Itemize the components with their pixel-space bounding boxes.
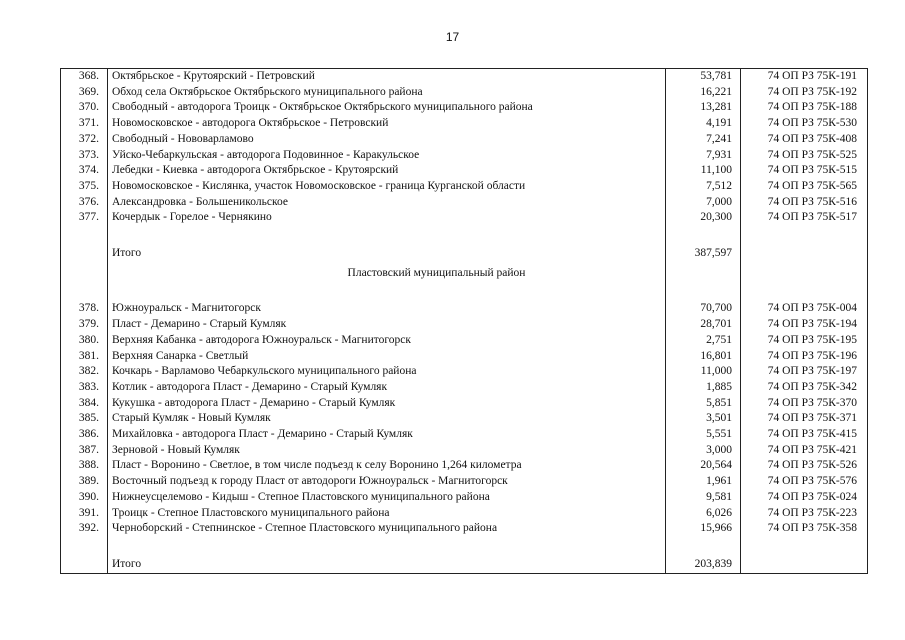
empty-cell <box>741 242 868 262</box>
road-code: 74 ОП РЗ 75К-576 <box>741 474 868 490</box>
table-row <box>61 85 868 101</box>
road-name: Нижнеусцелемово - Кидыш - Степное Пластовского муниципального района <box>108 490 666 506</box>
row-number: 387. <box>61 443 108 459</box>
road-name: Верхняя Санарка - Светлый <box>108 349 666 365</box>
empty-cell <box>741 286 868 302</box>
spacer-row <box>61 537 868 553</box>
empty-cell <box>61 226 108 242</box>
road-length: 3,501 <box>666 411 741 427</box>
row-number: 384. <box>61 396 108 412</box>
row-number: 377. <box>61 210 108 226</box>
road-code: 74 ОП РЗ 75К-223 <box>741 506 868 522</box>
road-code: 74 ОП РЗ 75К-024 <box>741 490 868 506</box>
road-code: 74 ОП РЗ 75К-196 <box>741 349 868 365</box>
row-number: 390. <box>61 490 108 506</box>
road-code: 74 ОП РЗ 75К-525 <box>741 148 868 164</box>
road-code: 74 ОП РЗ 75К-408 <box>741 132 868 148</box>
table-row <box>61 427 868 443</box>
road-length: 6,026 <box>666 506 741 522</box>
road-name: Кукушка - автодорога Пласт - Демарино - Старый Кумляк <box>108 396 666 412</box>
row-number: 391. <box>61 506 108 522</box>
road-length: 5,551 <box>666 427 741 443</box>
table-row <box>61 69 868 85</box>
road-length: 11,000 <box>666 364 741 380</box>
table-row <box>61 301 868 317</box>
district-heading-row <box>61 262 868 286</box>
row-number: 380. <box>61 333 108 349</box>
table-row <box>61 210 868 226</box>
road-code: 74 ОП РЗ 75К-192 <box>741 85 868 101</box>
row-number: 385. <box>61 411 108 427</box>
road-length: 4,191 <box>666 116 741 132</box>
total-label: Итого <box>108 553 666 574</box>
road-code: 74 ОП РЗ 75К-415 <box>741 427 868 443</box>
table-row <box>61 349 868 365</box>
table-row <box>61 474 868 490</box>
empty-cell <box>61 286 108 302</box>
road-code: 74 ОП РЗ 75К-358 <box>741 521 868 537</box>
road-name: Октябрьское - Крутоярский - Петровский <box>108 69 666 85</box>
road-name: Михайловка - автодорога Пласт - Демарино - Старый Кумляк <box>108 427 666 443</box>
roads-table-body <box>61 69 868 574</box>
row-number: 381. <box>61 349 108 365</box>
empty-cell <box>108 286 666 302</box>
road-name: Черноборский - Степнинское - Степное Пластовского муниципального района <box>108 521 666 537</box>
road-code: 74 ОП РЗ 75К-517 <box>741 210 868 226</box>
road-code: 74 ОП РЗ 75К-526 <box>741 458 868 474</box>
road-code: 74 ОП РЗ 75К-370 <box>741 396 868 412</box>
row-number: 372. <box>61 132 108 148</box>
row-number: 369. <box>61 85 108 101</box>
empty-cell <box>666 262 741 286</box>
road-code: 74 ОП РЗ 75К-371 <box>741 411 868 427</box>
empty-cell <box>61 262 108 286</box>
row-number: 383. <box>61 380 108 396</box>
road-name: Новомосковское - автодорога Октябрьское - Петровский <box>108 116 666 132</box>
row-number: 375. <box>61 179 108 195</box>
road-length: 3,000 <box>666 443 741 459</box>
empty-cell <box>741 226 868 242</box>
total-value: 203,839 <box>666 553 741 574</box>
row-number: 368. <box>61 69 108 85</box>
table-row <box>61 100 868 116</box>
empty-cell <box>666 286 741 302</box>
road-name: Котлик - автодорога Пласт - Демарино - Старый Кумляк <box>108 380 666 396</box>
road-length: 16,801 <box>666 349 741 365</box>
table-row <box>61 195 868 211</box>
table-row <box>61 490 868 506</box>
road-code: 74 ОП РЗ 75К-516 <box>741 195 868 211</box>
table-row <box>61 163 868 179</box>
road-code: 74 ОП РЗ 75К-194 <box>741 317 868 333</box>
table-row <box>61 458 868 474</box>
road-code: 74 ОП РЗ 75К-565 <box>741 179 868 195</box>
road-name: Новомосковское - Кислянка, участок Новомосковское - граница Курганской области <box>108 179 666 195</box>
table-row <box>61 396 868 412</box>
road-name: Пласт - Воронино - Светлое, в том числе подъезд к селу Воронино 1,264 километра <box>108 458 666 474</box>
road-length: 15,966 <box>666 521 741 537</box>
road-length: 20,564 <box>666 458 741 474</box>
table-row <box>61 411 868 427</box>
road-name: Троицк - Степное Пластовского муниципального района <box>108 506 666 522</box>
road-length: 28,701 <box>666 317 741 333</box>
table-row <box>61 333 868 349</box>
road-code: 74 ОП РЗ 75К-004 <box>741 301 868 317</box>
table-row <box>61 380 868 396</box>
road-name: Зерновой - Новый Кумляк <box>108 443 666 459</box>
road-length: 11,100 <box>666 163 741 179</box>
row-number: 379. <box>61 317 108 333</box>
empty-cell <box>108 226 666 242</box>
table-row <box>61 364 868 380</box>
road-name: Александровка - Большеникольское <box>108 195 666 211</box>
empty-cell <box>666 537 741 553</box>
total-row <box>61 242 868 262</box>
row-number: 389. <box>61 474 108 490</box>
total-row <box>61 553 868 574</box>
empty-cell <box>741 262 868 286</box>
empty-cell <box>741 537 868 553</box>
road-length: 7,241 <box>666 132 741 148</box>
empty-cell <box>666 226 741 242</box>
roads-table <box>60 68 868 574</box>
road-length: 1,961 <box>666 474 741 490</box>
road-length: 7,931 <box>666 148 741 164</box>
road-name: Кочкарь - Варламово Чебаркульского муниципального района <box>108 364 666 380</box>
road-code: 74 ОП РЗ 75К-195 <box>741 333 868 349</box>
empty-cell <box>61 242 108 262</box>
road-length: 5,851 <box>666 396 741 412</box>
road-name: Старый Кумляк - Новый Кумляк <box>108 411 666 427</box>
spacer-row <box>61 226 868 242</box>
road-code: 74 ОП РЗ 75К-421 <box>741 443 868 459</box>
row-number: 374. <box>61 163 108 179</box>
road-name: Восточный подъезд к городу Пласт от автодороги Южноуральск - Магнитогорск <box>108 474 666 490</box>
empty-cell <box>741 553 868 574</box>
road-length: 70,700 <box>666 301 741 317</box>
table-row <box>61 148 868 164</box>
road-name: Уйско-Чебаркульская - автодорога Подовинное - Каракульское <box>108 148 666 164</box>
road-name: Лебедки - Киевка - автодорога Октябрьское - Крутоярский <box>108 163 666 179</box>
row-number: 370. <box>61 100 108 116</box>
road-length: 9,581 <box>666 490 741 506</box>
empty-cell <box>61 553 108 574</box>
table-row <box>61 179 868 195</box>
total-label: Итого <box>108 242 666 262</box>
road-length: 1,885 <box>666 380 741 396</box>
empty-cell <box>108 537 666 553</box>
row-number: 392. <box>61 521 108 537</box>
road-length: 53,781 <box>666 69 741 85</box>
row-number: 386. <box>61 427 108 443</box>
road-name: Свободный - Нововарламово <box>108 132 666 148</box>
district-heading: Пластовский муниципальный район <box>108 262 666 286</box>
table-row <box>61 521 868 537</box>
road-name: Южноуральск - Магнитогорск <box>108 301 666 317</box>
road-length: 20,300 <box>666 210 741 226</box>
road-length: 2,751 <box>666 333 741 349</box>
row-number: 382. <box>61 364 108 380</box>
table-row <box>61 317 868 333</box>
row-number: 376. <box>61 195 108 211</box>
row-number: 378. <box>61 301 108 317</box>
table-row <box>61 116 868 132</box>
road-length: 13,281 <box>666 100 741 116</box>
total-value: 387,597 <box>666 242 741 262</box>
road-code: 74 ОП РЗ 75К-188 <box>741 100 868 116</box>
road-name: Верхняя Кабанка - автодорога Южноуральск - Магнитогорск <box>108 333 666 349</box>
road-name: Обход села Октябрьское Октябрьского муниципального района <box>108 85 666 101</box>
road-name: Кочердык - Горелое - Чернякино <box>108 210 666 226</box>
row-number: 373. <box>61 148 108 164</box>
empty-cell <box>61 537 108 553</box>
road-length: 16,221 <box>666 85 741 101</box>
road-code: 74 ОП РЗ 75К-530 <box>741 116 868 132</box>
road-code: 74 ОП РЗ 75К-191 <box>741 69 868 85</box>
road-length: 7,000 <box>666 195 741 211</box>
road-code: 74 ОП РЗ 75К-515 <box>741 163 868 179</box>
page-number: 17 <box>445 30 460 44</box>
table-row <box>61 443 868 459</box>
road-name: Свободный - автодорога Троицк - Октябрьское Октябрьского муниципального района <box>108 100 666 116</box>
table-row <box>61 506 868 522</box>
row-number: 371. <box>61 116 108 132</box>
road-code: 74 ОП РЗ 75К-197 <box>741 364 868 380</box>
road-length: 7,512 <box>666 179 741 195</box>
row-number: 388. <box>61 458 108 474</box>
spacer-row <box>61 286 868 302</box>
road-name: Пласт - Демарино - Старый Кумляк <box>108 317 666 333</box>
road-code: 74 ОП РЗ 75К-342 <box>741 380 868 396</box>
table-row <box>61 132 868 148</box>
